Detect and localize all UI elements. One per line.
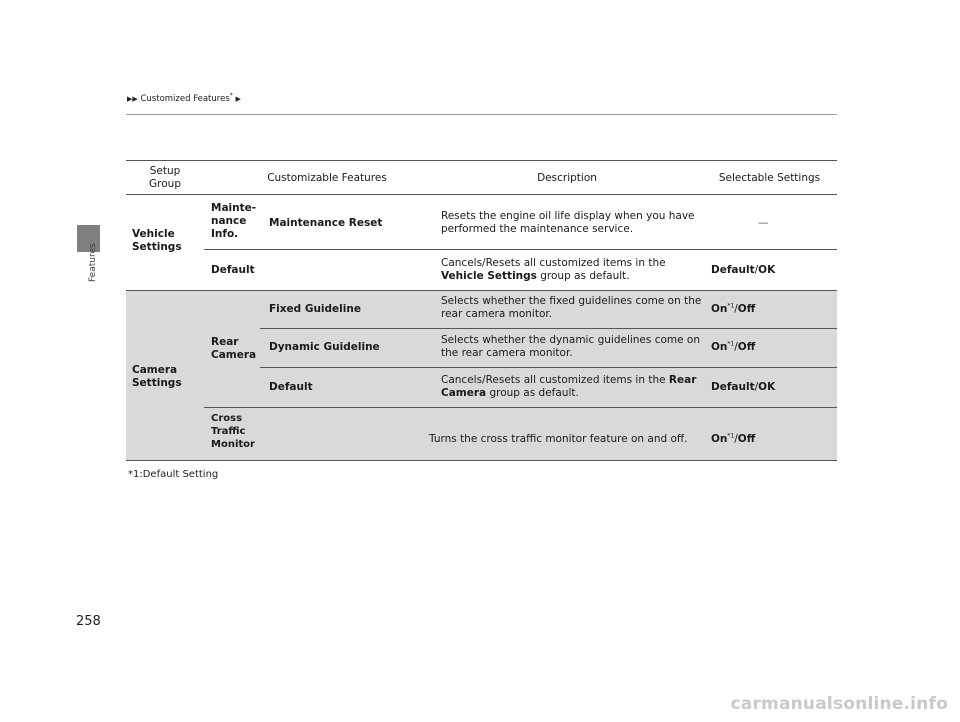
maint-line2: nance [211, 215, 247, 227]
header-group-line1: Setup [149, 165, 181, 177]
rear-line1: Rear [211, 336, 239, 348]
breadcrumb-arrows: ▶▶ [127, 95, 138, 103]
row-rule [260, 367, 837, 368]
row-rule [204, 249, 837, 250]
breadcrumb-star: * [229, 92, 233, 100]
setting-maintenance-reset: — [758, 217, 769, 229]
desc-line [441, 270, 711, 283]
subgroup-maintenance-info [211, 202, 261, 241]
setting-value: OK [758, 381, 776, 393]
cross-line2: Traffic [211, 426, 246, 437]
subgroup-rear-camera [211, 336, 261, 362]
setting-value: Default [711, 381, 755, 393]
camera-group-line1: Camera [132, 364, 178, 376]
feature-vehicle-default: Default [211, 264, 255, 276]
desc-line: the rear camera monitor. [441, 347, 573, 359]
setting-sep: / [754, 381, 759, 393]
rear-line2: Camera [211, 349, 257, 361]
setting-value: Off [737, 433, 756, 445]
breadcrumb [127, 94, 241, 104]
chapter-side-label: Features [88, 243, 98, 282]
table-bottom-rule [126, 460, 837, 461]
desc-vehicle-default [441, 257, 711, 283]
desc-fixed-guideline [441, 295, 711, 321]
table-top-rule [126, 160, 837, 161]
setting-value: Off [737, 341, 756, 353]
setting-sep: / [734, 433, 738, 445]
group-rule [126, 290, 837, 291]
header-description: Description [537, 172, 597, 184]
header-selectable-settings: Selectable Settings [718, 172, 821, 184]
header-customizable-features: Customizable Features [267, 172, 387, 184]
desc-line [441, 374, 711, 387]
setting-value: Off [737, 303, 756, 315]
setting-cross-traffic-monitor [711, 433, 831, 446]
page-number: 258 [76, 614, 101, 629]
maint-line3: Info. [211, 228, 239, 240]
footnote-marker: *1 [727, 302, 735, 310]
header-rule [126, 114, 837, 115]
setting-camera-default [711, 381, 831, 394]
desc-text: group as default. [486, 387, 579, 399]
feature-dynamic-guideline: Dynamic Guideline [269, 341, 380, 353]
setting-value: OK [758, 264, 776, 276]
setting-dynamic-guideline [711, 341, 831, 354]
desc-dynamic-guideline [441, 334, 711, 360]
desc-maintenance-reset [441, 210, 711, 236]
vehicle-group-line2: Settings [132, 241, 182, 253]
group-vehicle-settings [132, 228, 202, 254]
watermark: carmanualsonline.info [730, 694, 948, 714]
setting-sep: / [734, 341, 738, 353]
desc-line: performed the maintenance service. [441, 223, 634, 235]
desc-line: Selects whether the dynamic guidelines come on [441, 334, 701, 346]
breadcrumb-end-arrow: ▶ [235, 95, 241, 103]
desc-line: Resets the engine oil life display when you have [441, 210, 695, 222]
footnote-default-setting: *1:Default Setting [128, 469, 219, 480]
desc-bold: Rear [668, 374, 697, 386]
maint-line1: Mainte- [211, 202, 257, 214]
vehicle-group-line1: Vehicle [132, 228, 175, 240]
setting-fixed-guideline [711, 303, 831, 316]
feature-fixed-guideline: Fixed Guideline [269, 303, 361, 315]
setting-value: On [711, 303, 728, 315]
header-setup-group [126, 165, 204, 191]
header-bottom-rule [126, 194, 837, 195]
desc-line [441, 387, 711, 400]
row-rule [260, 328, 837, 329]
footnote-marker: *1 [727, 340, 735, 348]
feature-camera-default: Default [269, 381, 313, 393]
feature-maintenance-reset: Maintenance Reset [269, 217, 383, 229]
desc-cross-traffic-monitor: Turns the cross traffic monitor feature on and off. [429, 433, 688, 445]
footnote-marker: *1 [727, 432, 735, 440]
breadcrumb-title: Customized Features [140, 94, 230, 104]
cross-line3: Monitor [211, 439, 255, 450]
setting-sep: / [754, 264, 759, 276]
desc-line: Cancels/Resets all customized items in the [441, 257, 666, 269]
camera-group-line2: Settings [132, 377, 182, 389]
cross-line1: Cross [211, 413, 243, 424]
header-group-line2: Group [149, 178, 181, 190]
desc-line: rear camera monitor. [441, 308, 553, 320]
desc-line: Selects whether the fixed guidelines come on the [441, 295, 702, 307]
setting-value: On [711, 433, 728, 445]
setting-vehicle-default [711, 264, 831, 277]
desc-bold: Camera [441, 387, 487, 399]
subgroup-cross-traffic-monitor [211, 412, 271, 451]
desc-text: Cancels/Resets all customized items in the [441, 374, 669, 386]
desc-rest: group as default. [536, 270, 630, 282]
group-camera-settings [132, 364, 202, 390]
setting-value: On [711, 341, 728, 353]
setting-sep: / [734, 303, 738, 315]
row-rule [204, 407, 837, 408]
desc-camera-default [441, 374, 711, 400]
setting-value: Default [711, 264, 755, 276]
desc-bold: Vehicle Settings [441, 270, 537, 282]
